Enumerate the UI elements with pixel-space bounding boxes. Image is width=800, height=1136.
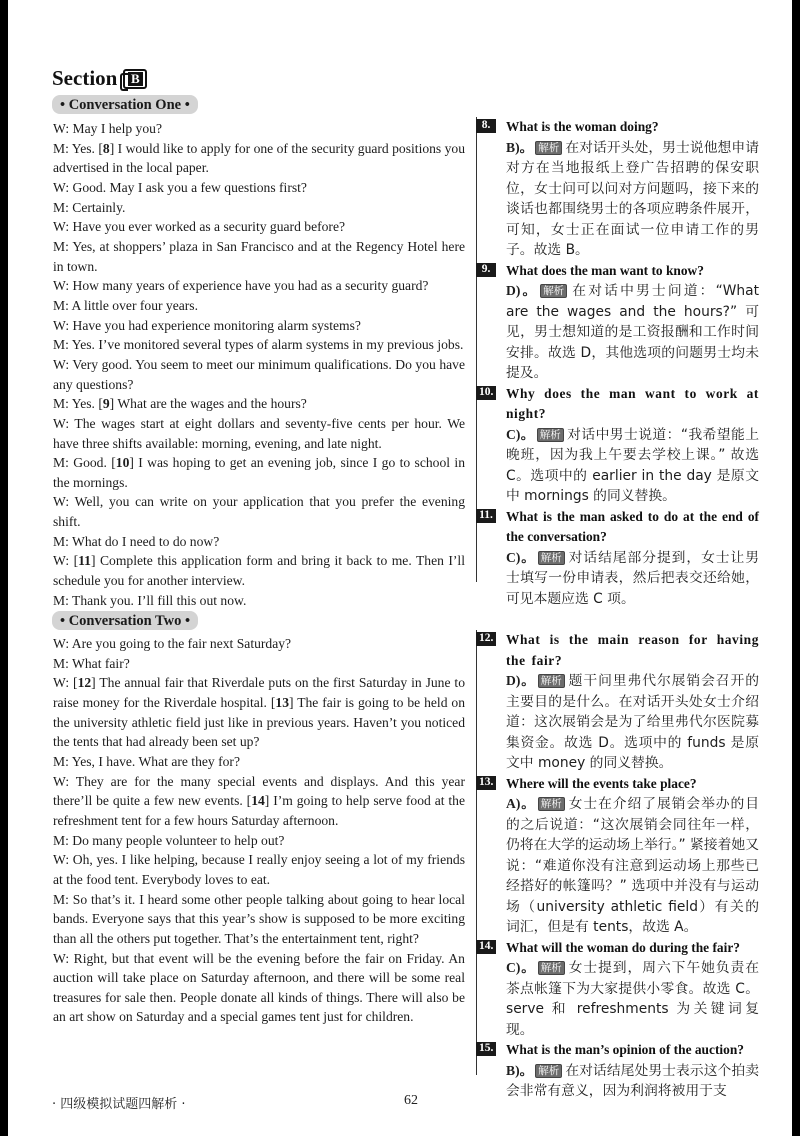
dialogue-line: W: Well, you can write on your application that you prefer the evening shift.: [53, 494, 466, 530]
question-marker: [13]: [270, 694, 294, 710]
question-marker: [10]: [111, 455, 134, 471]
speaker-label: M: [53, 199, 66, 215]
question-item: [477, 507, 759, 610]
speaker-label: M: [53, 533, 66, 549]
dialogue-line: W: Are you going to the fair next Saturday?: [53, 636, 292, 651]
question-item: [477, 774, 759, 938]
dialogue-line: M: So that’s it. I heard some other people talking about going to hear local bands. Everyone says that this year’s show is supposed to be more exciting than all the others put together. That’s the entertainment tent, right?: [53, 891, 465, 946]
explanation-text: 在对话中男士问道：“What are the wages and the hours?” 可见，男士想知道的是工资报酬和工作时间安排。故选 D，其他选项的问题男士均未提及。: [506, 283, 759, 381]
analysis-badge: 解析: [538, 674, 565, 688]
document-page: [8, 0, 792, 1136]
question-text: What is the main reason for having the fair?: [506, 632, 759, 668]
footer-title: · 四级模拟试题四解析 ·: [52, 1097, 186, 1112]
dialogue-line: W: The wages start at eight dollars and seventy-five cents per hour. We have three shifts available: morning, evening, and late night.: [53, 415, 466, 451]
dialogue-text: Complete this application form and bring it back to me. Then I’ll schedule you for another interview.: [53, 553, 465, 589]
speaker-label: M: [53, 396, 66, 412]
analysis-badge: 解析: [535, 1064, 562, 1078]
question-marker: [9]: [98, 396, 115, 412]
question-marker-number: 9: [102, 396, 110, 412]
dialogue-line: M: Yes. [9] What are the wages and the hours?: [53, 396, 307, 412]
answer-letter: C)。: [506, 549, 536, 565]
dialogue-line: M: What fair?: [53, 655, 130, 671]
dialogue-line: M: Yes, at shoppers’ plaza in San Francisco and at the Regency Hotel here in town.: [53, 238, 465, 274]
dialogue-line: W: Right, but that event will be the evening before the fair on Friday. An auction will take place on Saturday afternoon, and there will be some real treasures for sale then. People donate all kinds of things. There will also be an art show on Saturday and a special games tent just for children.: [53, 950, 465, 1025]
dialogue-text: What fair?: [72, 655, 130, 671]
section-badge-icon: B: [123, 69, 147, 89]
speaker-label: W: [53, 179, 66, 195]
dialogue-text: I’m going to help serve food at the refreshment tent for a few hours Saturday afternoon.: [53, 793, 465, 828]
dialogue-text: Yes.: [71, 396, 99, 412]
dialogue-line: W: Oh, yes. I like helping, because I really enjoy seeing a lot of my friends at the food tent. Everybody loves to eat.: [53, 852, 465, 887]
answer-letter: A)。: [506, 796, 536, 811]
dialogue-text: Thank you. I’ll fill this out now.: [72, 592, 247, 608]
speaker-label: W: [53, 950, 66, 966]
question-item: [477, 261, 759, 384]
dialogue-line: W: [11] Complete this application form and bring it back to me. Then I’ll schedule you for another interview.: [53, 553, 465, 589]
speaker-label: W: [53, 219, 66, 235]
speaker-label: M: [53, 655, 66, 671]
question-marker-number: 13: [275, 694, 289, 710]
question-text: What does the man want to know?: [506, 262, 704, 278]
answer-explanations-group-1: [476, 117, 760, 607]
question-number: 11.: [476, 509, 496, 523]
answer-letter: C)。: [506, 426, 535, 442]
dialogue-text: Very good. You seem to meet our minimum qualifications. Do you have any questions?: [53, 356, 465, 392]
dialogue-line: M: Do many people volunteer to help out?: [53, 832, 285, 848]
section-label: Section: [52, 66, 118, 90]
answer-letter: D)。: [506, 673, 536, 688]
answer-letter: D)。: [506, 283, 539, 298]
dialogue-text: Yes. I’ve monitored several types of alarm systems in my previous jobs.: [71, 337, 464, 353]
speaker-label: W: [53, 317, 66, 333]
dialogue-line: M: Yes, I have. What are they for?: [53, 753, 240, 769]
dialogue-text: Have you ever worked as a security guard before?: [72, 219, 346, 235]
dialogue-text: The annual fair that Riverdale puts on the first Saturday in June to raise money for the Riverdale hospital.: [53, 675, 465, 710]
dialogue-line: W: May I help you?: [53, 121, 162, 136]
conversation-two-heading: • Conversation Two •: [52, 611, 198, 630]
answer-explanation: [506, 794, 759, 938]
question-text: What is the woman doing?: [506, 119, 659, 134]
explanation-text: 女士在介绍了展销会举办的目的之后说道：“这次展销会同往年一样，仍将在大学的运动场上举行。” 紧接着她又说：“难道你没有注意到运动场上那些已经搭好的帐篷吗？” 选项中并没有与运动场（university athletic field）有关的词汇，但是有 tents，故选 A。: [506, 796, 760, 935]
dialogue-text: What are the wages and the hours?: [114, 396, 307, 412]
question-marker-number: 8: [102, 140, 110, 156]
question-marker-number: 10: [115, 455, 130, 471]
question-number: 15.: [476, 1042, 496, 1056]
dialogue-text: Yes.: [71, 140, 99, 156]
answer-letter: B)。: [506, 1062, 534, 1078]
dialogue-text: Good. May I ask you a few questions first?: [72, 179, 307, 195]
question-text: What is the man asked to do at the end of the conversation?: [506, 508, 759, 544]
question-marker-number: 11: [78, 553, 91, 569]
dialogue-line: W: [12] The annual fair that Riverdale puts on the first Saturday in June to raise money for the Riverdale hospital. [13] The fair is going to be held on the university athletic field just like in previous years. Haven’t you noticed the tents that had already been set up?: [53, 675, 466, 750]
speaker-label: M: [53, 891, 66, 907]
question-number: 10.: [476, 386, 496, 400]
speaker-label: M: [53, 753, 66, 769]
analysis-badge: 解析: [540, 284, 567, 298]
speaker-label: W: [53, 675, 66, 691]
analysis-badge: 解析: [538, 551, 565, 565]
dialogue-line: M: A little over four years.: [53, 297, 198, 313]
question-text: What is the man’s opinion of the auction?: [506, 1042, 744, 1057]
question-marker: [12]: [73, 675, 96, 691]
dialogue-text: Yes, at shoppers’ plaza in San Francisco and at the Regency Hotel here in town.: [53, 238, 465, 274]
explanation-text: 对话中男士说道：“我希望能上晚班，因为我上午要去学校上课。” 故选 C。选项中的 earlier in the day 是原文中 mornings 的同义替换。: [506, 426, 760, 504]
answer-explanation: [506, 281, 759, 384]
dialogue-line: W: Have you ever worked as a security guard before?: [53, 219, 346, 235]
question-number: 12.: [476, 632, 496, 646]
dialogue-text: Are you going to the fair next Saturday?: [71, 636, 292, 651]
question-item: [477, 117, 759, 261]
question-item: [477, 938, 759, 1041]
dialogue-text: Oh, yes. I like helping, because I really enjoy seeing a lot of my friends at the food tent. Everybody loves to eat.: [53, 852, 465, 887]
dialogue-text: May I help you?: [72, 121, 162, 136]
analysis-badge: 解析: [538, 961, 565, 975]
speaker-label: M: [53, 832, 66, 848]
dialogue-line: M: Yes. I’ve monitored several types of alarm systems in my previous jobs.: [53, 337, 464, 353]
page-number: 62: [404, 1093, 418, 1108]
dialogue-line: W: They are for the many special events and displays. And this year there’ll be quite a few new events. [14] I’m going to help serve food at the refreshment tent for a few hours Saturday afternoon.: [53, 773, 465, 828]
speaker-label: M: [53, 297, 66, 313]
dialogue-line: W: How many years of experience have you had as a security guard?: [53, 278, 429, 294]
speaker-label: W: [53, 121, 66, 136]
question-number: 8.: [476, 119, 496, 133]
speaker-label: M: [53, 140, 66, 156]
dialogue-text: Do many people volunteer to help out?: [72, 832, 285, 848]
question-number: 13.: [476, 776, 496, 790]
speaker-label: M: [53, 238, 66, 254]
dialogue-line: M: Good. [10] I was hoping to get an evening job, since I go to school in the mornings.: [53, 455, 465, 490]
question-item: [477, 630, 759, 774]
analysis-badge: 解析: [535, 141, 562, 155]
speaker-label: M: [53, 455, 66, 471]
dialogue-text: Certainly.: [72, 199, 126, 215]
answer-letter: C)。: [506, 960, 536, 975]
section-heading: [52, 66, 147, 91]
conversation-one-transcript: [53, 119, 465, 610]
answer-explanation: [506, 425, 759, 507]
dialogue-text: I was hoping to get an evening job, since I go to school in the mornings.: [53, 455, 465, 490]
question-number: 9.: [476, 263, 496, 277]
question-item: [477, 1040, 759, 1102]
question-marker-number: 14: [251, 793, 265, 809]
dialogue-text: The fair is going to be held on the university athletic field just like in previous years. Haven’t you noticed the tents that had already been set up?: [53, 694, 466, 750]
dialogue-line: M: Yes. [8] I would like to apply for one of the security guard positions you advertised in the local paper.: [53, 140, 466, 176]
question-text: What will the woman do during the fair?: [506, 939, 740, 955]
dialogue-line: M: What do I need to do now?: [53, 533, 220, 549]
analysis-badge: 解析: [538, 797, 565, 811]
dialogue-text: So that’s it. I heard some other people talking about going to hear local bands. Everyone says that this year’s show is supposed to be more exciting than all the others put together. That’s the entertainment tent, right?: [53, 891, 465, 946]
dialogue-text: What do I need to do now?: [72, 533, 220, 549]
conversation-two-transcript: [53, 634, 465, 1027]
explanation-text: 题干问里弗代尔展销会召开的主要目的是什么。在对话开头处女士介绍道：这次展销会是为了给里弗代尔医院募集资金。故选 D。选项中的 funds 是原文中 money 的同义替换。: [506, 673, 760, 771]
speaker-label: W: [53, 415, 66, 431]
dialogue-text: Have you had experience monitoring alarm systems?: [72, 317, 361, 333]
answer-explanations-group-2: [476, 630, 760, 1099]
dialogue-text: They are for the many special events and displays. And this year there’ll be quite a few new events.: [53, 773, 465, 809]
dialogue-text: Well, you can write on your application that you prefer the evening shift.: [53, 494, 466, 530]
question-text: Where will the events take place?: [506, 775, 697, 791]
dialogue-text: Good.: [73, 455, 112, 471]
explanation-text: 对话结尾部分提到，女士让男士填写一份申请表，然后把表交还给她，可见本题应选 C 项。: [506, 549, 760, 607]
speaker-label: W: [53, 356, 66, 372]
answer-explanation: [506, 1061, 759, 1102]
question-marker: [8]: [98, 140, 115, 156]
question-number: 14.: [476, 940, 496, 954]
dialogue-text: The wages start at eight dollars and seventy-five cents per hour. We have three shifts available: morning, evening, and late night.: [53, 415, 466, 451]
analysis-badge: 解析: [537, 428, 564, 442]
question-text: Why does the man want to work at night?: [506, 385, 759, 421]
explanation-text: 在对话开头处，男士说他想申请对方在当地报纸上登广告招聘的保安职位，女士问可以问对方问题吗，接下来的谈话也都围绕男士的各项应聘条件展开，可知，女士正在面试一位申请工作的男子。故选 B。: [506, 139, 760, 258]
speaker-label: M: [53, 337, 66, 353]
speaker-label: W: [53, 278, 66, 294]
explanation-text: 女士提到，周六下午她负责在茶点帐篷下为大家提供小零食。故选 C。serve 和 refreshments 为关键词复现。: [506, 960, 760, 1038]
speaker-label: W: [53, 852, 66, 868]
speaker-label: W: [53, 494, 66, 510]
answer-letter: B)。: [506, 139, 534, 155]
dialogue-line: M: Certainly.: [53, 199, 126, 215]
dialogue-text: How many years of experience have you had as a security guard?: [72, 278, 429, 294]
question-marker: [14]: [246, 793, 270, 809]
answer-explanation: [506, 671, 759, 774]
dialogue-text: I would like to apply for one of the security guard positions you advertised in the local paper.: [53, 140, 466, 176]
question-marker-number: 12: [77, 675, 92, 691]
dialogue-line: M: Thank you. I’ll fill this out now.: [53, 592, 247, 608]
answer-explanation: [506, 548, 759, 610]
dialogue-line: W: Have you had experience monitoring alarm systems?: [53, 317, 361, 333]
question-item: [477, 384, 759, 507]
dialogue-text: A little over four years.: [71, 297, 198, 313]
speaker-label: W: [53, 773, 66, 789]
speaker-label: W: [53, 636, 66, 651]
dialogue-text: Right, but that event will be the evening before the fair on Friday. An auction will take place on Saturday afternoon, and there will be some real treasures for sale then. People donate all kinds of things. There will also be an art show on Saturday and a special games tent just for children.: [53, 950, 465, 1025]
question-marker: [11]: [73, 553, 96, 569]
explanation-text: 在对话结尾处男士表示这个拍卖会非常有意义，因为利润将被用于支: [506, 1062, 760, 1099]
dialogue-text: Yes, I have. What are they for?: [71, 753, 240, 769]
speaker-label: M: [53, 592, 66, 608]
answer-explanation: [506, 958, 759, 1040]
speaker-label: W: [53, 553, 66, 569]
answer-explanation: [506, 138, 759, 261]
conversation-one-heading: • Conversation One •: [52, 95, 198, 114]
dialogue-line: W: Good. May I ask you a few questions first?: [53, 179, 307, 195]
dialogue-line: W: Very good. You seem to meet our minimum qualifications. Do you have any questions?: [53, 356, 465, 392]
